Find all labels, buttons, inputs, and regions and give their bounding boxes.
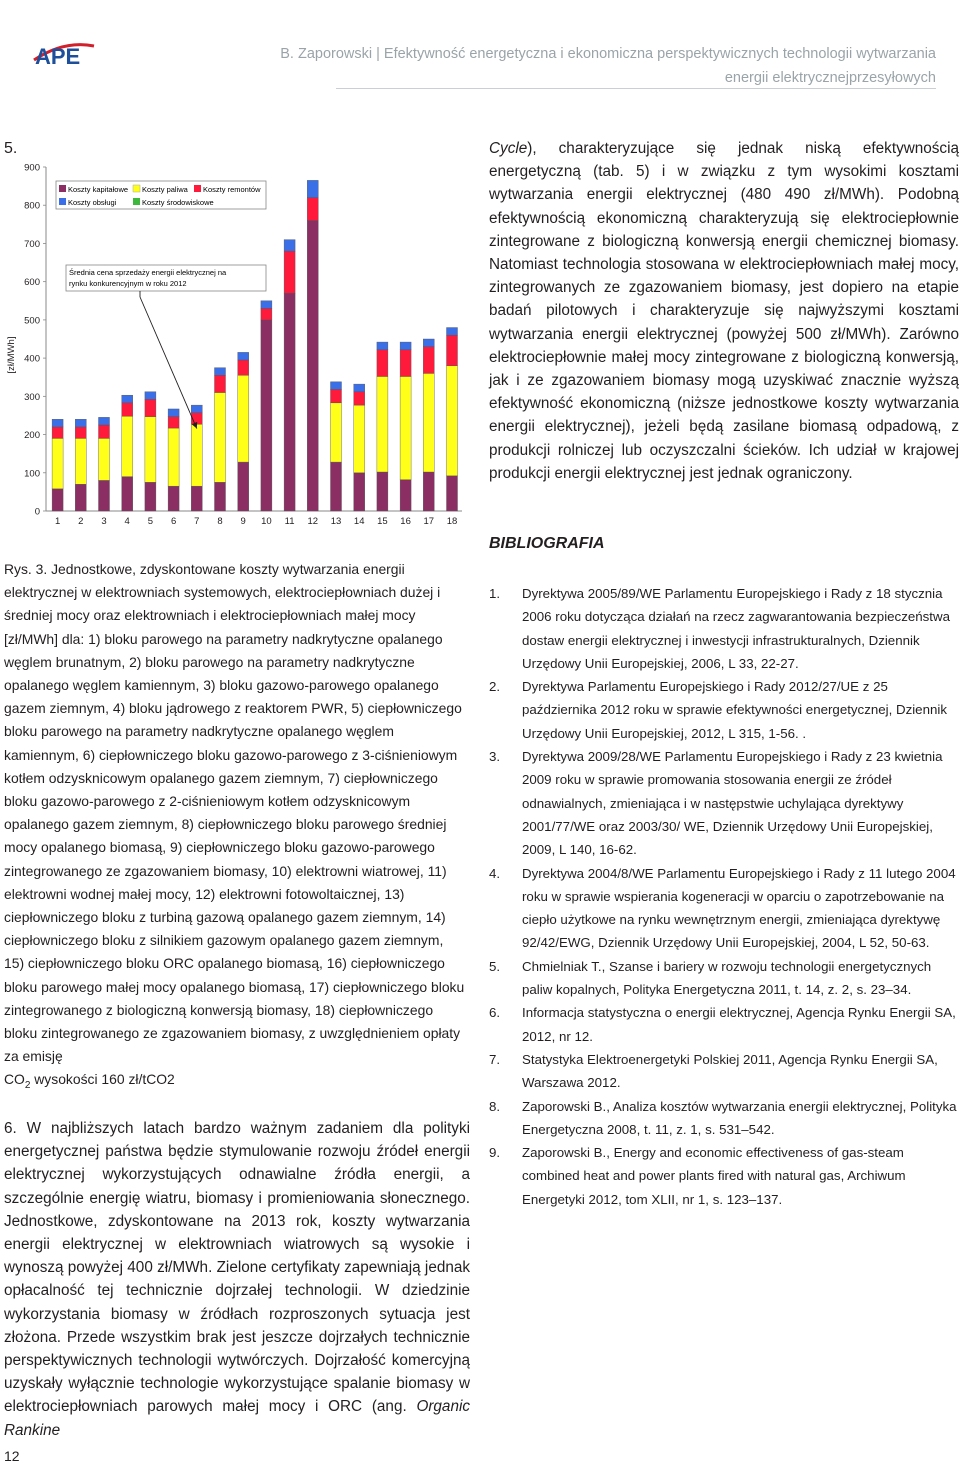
x-tick-label: 2 <box>78 516 84 527</box>
bar-segment <box>52 419 63 427</box>
x-tick-label: 11 <box>284 516 295 527</box>
y-tick-label: 900 <box>24 162 40 174</box>
legend-swatch-srodowiskowe <box>133 198 140 205</box>
bar-segment <box>52 438 63 488</box>
legend <box>56 181 266 209</box>
bar-segment <box>331 403 342 462</box>
bibliography-item <box>489 1141 959 1211</box>
bar-segment <box>122 477 133 511</box>
bar-segment <box>145 417 156 483</box>
legend-label-kapitalowe: Koszty kapitałowe <box>68 185 129 194</box>
item-marker: 5. <box>4 140 18 157</box>
price-annotation-line2: rynku konkurencyjnym w roku 2012 <box>69 279 187 288</box>
bibliography-item-text: Informacja statystyczna o energii elektrycznej, Agencja Rynku Energii SA, 2012, nr 12. <box>522 1005 956 1044</box>
bar-segment <box>215 375 226 392</box>
x-tick-label: 9 <box>240 516 246 527</box>
bar-segment <box>99 417 110 425</box>
page-header <box>0 0 960 88</box>
legend-swatch-paliwa <box>133 185 140 192</box>
bar-segment <box>238 360 249 375</box>
bibliography-item-number: 8. <box>489 1098 501 1114</box>
bar-segment <box>238 462 249 511</box>
x-tick-label: 17 <box>423 516 435 527</box>
right-body-text: ), charakteryzujące się jednak niską efektywnością energetyczną (tab. 5) i w związku z tym wysokimi kosztami wytwarzania energii elektrycznej (480 490 zł/MWh). Podobną efektywnością ekonomiczną charakteryzują się elektrociepłownie zintegrowane z biologiczną konwersją energii chemicznej biomasy. Natomiast technologia stosowana w elektrociepłowniach małej mocy, zintegrowanych ze zgazowaniem biomasy, jest dopiero na etapie badań pilotowych i charakteryzuje się najwyższymi kosztami wytwarzania energii elektrycznej (powyżej 500 zł/MWh). Zarówno elektrociepłownie małej mocy zintegrowane z biologiczną konwersją, jak i ze zgazowaniem biomasy mogą uzyskiwać znacznie wyższą efektywność ekonomiczną (niższe jednostkowe koszty wytwarzania energii elektrycznej), jeżeli będą zasilane biomasą odpadową, z produkcji rolniczej lub oczyszczalni ścieków. Ich udział w krajowej produkcji energii elektrycznej jest jednak ograniczony. <box>489 140 959 482</box>
bar-segment <box>354 473 365 511</box>
y-tick-label: 800 <box>24 200 40 212</box>
bar-segment <box>191 486 202 511</box>
running-title-line1: B. Zaporowski | Efektywność energetyczna i ekonomiczna perspektywicznych technologii wytwarzania <box>280 46 936 62</box>
left-body-text: 6. W najbliższych latach bardzo ważnym zadaniem dla polityki energetycznej państwa będzie stymulowanie rozwoju źródeł energii elektrycznej wykorzystujących odnawialne źródła energii, a szczególnie energię wiatru, biomasy i promieniowania słonecznego. Jednostkowe, zdyskontowane na 2013 rok, koszty wytwarzania energii elektrycznej w elektrowniach wiatrowych są wysokie i wynoszą powyżej 400 zł/MWh. Zielone certyfikaty zapewniają jednak opłacalność tej technicznie dojrzałej technologii. W dziedzinie wykorzystania biomasy w źródłach rozproszonych sytuacja jest złożona. Przede wszystkim brak jest jeszcze dojrzałych technicznie perspektywicznych technologii wytwórczych. Dojrzałość komercyjną uzyskały wyłącznie technologie wykorzystujące spalanie biomasy w elektrociepłowniach parowych małej mocy i ORC (ang. <box>4 1120 470 1416</box>
bar-segment <box>145 482 156 511</box>
bar-segment <box>261 308 272 319</box>
bibliography-item-text: Dyrektywa 2004/8/WE Parlamentu Europejskiego i Rady z 11 lutego 2004 roku w sprawie wspierania kogeneracji w oparciu o zapotrzebowanie na ciepło użytkowe na rynku wewnętrznym energii, zmieniająca dyrektywę 92/42/EWG, Dziennik Urzędowy Unii Europejskiej, 2004, L 52, 50-63. <box>522 865 956 951</box>
bar-segment <box>447 476 458 511</box>
bar-segment <box>284 240 295 251</box>
bibliography-item-text: Zaporowski B., Energy and economic effectiveness of gas-steam combined heat and power plants fired with natural gas, Archiwum Energetyki 2012, tom XLII, nr 1, s. 123–137. <box>522 1145 906 1207</box>
bar-segment <box>168 428 179 486</box>
bibliography-item-text: Dyrektywa 2009/28/WE Parlamentu Europejskiego i Rady z 23 kwietnia 2009 roku w sprawie promowania stosowania energii ze źródeł odnawialnych, zmieniająca i w następstwie uchylająca dyrektywy 2001/77/WE oraz 2003/30/ WE, Dziennik Urzędowy Unii Europejskiej, 2009, L 140, 16-62. <box>522 749 943 858</box>
right-body-italic: Cycle <box>489 140 528 157</box>
x-tick-label: 14 <box>353 516 365 527</box>
bibliography-heading: BIBLIOGRAFIA <box>489 535 605 552</box>
bar-segment <box>75 419 86 427</box>
bar-segment <box>191 405 202 413</box>
bibliography-item <box>489 1001 959 1048</box>
bar-segment <box>261 301 272 309</box>
bar-segment <box>307 221 318 511</box>
legend-label-srodowiskowe: Koszty środowiskowe <box>142 198 214 207</box>
logo-text: APE <box>35 44 81 68</box>
y-tick-label: 400 <box>24 353 40 365</box>
bar-segment <box>238 352 249 360</box>
x-tick-label: 10 <box>261 516 272 527</box>
legend-label-paliwa: Koszty paliwa <box>142 185 188 194</box>
x-tick-label: 16 <box>400 516 411 527</box>
bar-segment <box>447 366 458 476</box>
bar-segment <box>423 339 434 347</box>
bar-segment <box>191 424 202 486</box>
x-tick-label: 3 <box>101 516 107 527</box>
bar-segment <box>145 392 156 400</box>
bar-segment <box>52 427 63 438</box>
legend-swatch-obslugi <box>59 198 66 205</box>
bar-segment <box>99 425 110 438</box>
bar-segment <box>307 180 318 197</box>
bar-segment <box>215 368 226 376</box>
left-column-body <box>4 1117 470 1442</box>
bar-segment <box>400 376 411 479</box>
bibliography-item <box>489 1095 959 1142</box>
bibliography-item <box>489 582 959 675</box>
x-tick-label: 8 <box>217 516 223 527</box>
x-tick-label: 12 <box>307 516 319 527</box>
bibliography-item-text: Zaporowski B., Analiza kosztów wytwarzania energii elektrycznej, Polityka Energetyczna 2008, t. 11, z. 1, s. 531–542. <box>522 1098 957 1137</box>
bar-segment <box>52 489 63 511</box>
left-body-italic: Organic Rankine <box>4 1398 470 1439</box>
bar-segment <box>377 350 388 377</box>
cost-chart <box>0 155 470 535</box>
legend-label-obslugi: Koszty obsługi <box>68 198 117 207</box>
bibliography-item-text: Chmielniak T., Szanse i bariery w rozwoju technologii energetycznych paliw kopalnych, Polityka Energetyczna 2011, t. 14, z. 2, s. 23–34. <box>522 958 932 998</box>
bar-segment <box>261 320 272 511</box>
bar-segment <box>400 342 411 350</box>
bar-segment <box>75 427 86 438</box>
bibliography-item-number: 7. <box>489 1051 501 1067</box>
y-axis-label: [zł/MWh] <box>6 336 17 374</box>
y-tick-label: 600 <box>24 277 40 289</box>
bar-segment <box>331 382 342 390</box>
bibliography-item <box>489 1048 959 1095</box>
header-rule <box>336 88 936 89</box>
bar-segment <box>145 399 156 416</box>
x-tick-label: 6 <box>170 516 177 527</box>
x-tick-label: 5 <box>147 516 154 527</box>
bibliography-item-text: Statystyka Elektroenergetyki Polskiej 2011, Agencja Rynku Energii SA, Warszawa 2012. <box>522 1051 938 1091</box>
legend-swatch-kapitalowe <box>59 185 66 192</box>
bar-segment <box>122 403 133 416</box>
bar-segment <box>331 462 342 511</box>
y-tick-label: 100 <box>24 468 40 480</box>
bar-segment <box>215 393 226 483</box>
bar-segment <box>99 438 110 480</box>
bar-segment <box>447 335 458 366</box>
bibliography-item <box>489 675 959 745</box>
bibliography-item-number: 1. <box>489 586 501 601</box>
figure-caption-text: Rys. 3. Jednostkowe, zdyskontowane koszty wytwarzania energii elektrycznej w elektrowniach systemowych, elektrociepłowniach dużej i średniej mocy oraz elektrowniach i elektrociepłowniach małej mocy [zł/MWh] dla: 1) bloku parowego na parametry nadkrytyczne opalanego węglem brunatnym, 2) bloku parowego na parametry nadkrytyczne opalanego węglem kamiennym, 3) bloku gazowo-parowego opalanego gazem ziemnym, 4) bloku jądrowego z reaktorem PWR, 5) ciepłowniczego bloku parowego na parametry nadkrytyczne opalanego węglem kamiennym, 6) ciepłowniczego bloku gazowo-parowego z 3-ciśnieniowym kotłem odzysknicowym opalanego gazem ziemnym, 7) ciepłowniczego bloku gazowo-parowego z 2-ciśnieniowym kotłem odzysknicowym opalanego gazem ziemnym, 8) ciepłowniczego bloku parowego średniej mocy opalanego biomasą, 9) ciepłowniczego bloku gazowo-parowego zintegrowanego ze zgazowaniem biomasy, 10) elektrowni wiatrowej, 11) elektrowni wodnej małej mocy, 12) elektrowni fotowoltaicznej, 13) ciepłowniczego bloku z turbiną gazową opalanego gazem ziemnym, 14) ciepłowniczego bloku z silnikiem gazowym opalanego gazem ziemnym, 15) ciepłowniczego bloku ORC opalanego biomasą, 16) ciepłowniczego bloku parowego małej mocy opalanego biomasą, 17) ciepłowniczego bloku zintegrowanego z biologiczną konwersją biomasy, 18) ciepłowniczego bloku zintegrowanego ze zgazowaniem biomasy, z uwzględnieniem opłaty za emisję <box>4 561 465 1065</box>
bar-segment <box>423 373 434 472</box>
bar-segment <box>447 328 458 336</box>
bar-segment <box>354 384 365 392</box>
bar-segment <box>284 251 295 293</box>
x-tick-label: 1 <box>54 516 61 527</box>
bibliography-item-number: 4. <box>489 865 501 881</box>
bar-segment <box>400 480 411 511</box>
bar-segment <box>423 472 434 511</box>
x-tick-label: 4 <box>124 516 130 527</box>
bar-segment <box>168 409 179 417</box>
bar-segment <box>377 472 388 511</box>
bibliography-item-text: Dyrektywa Parlamentu Europejskiego i Rady 2012/27/UE z 25 października 2012 roku w sprawie efektywności energetycznej, Dziennik Urzędowy Unii Europejskiej, 2012, L 315, 1-56. . <box>522 679 947 741</box>
bar-segment <box>122 395 133 403</box>
right-column-body <box>489 137 959 485</box>
bibliography-item <box>489 955 959 1002</box>
page-number: 12 <box>4 1448 20 1464</box>
caption-co2-suffix: wysokości 160 zł/tCO2 <box>30 1071 175 1088</box>
bar-segment <box>215 482 226 511</box>
bar-segment <box>423 347 434 374</box>
bibliography-item-number: 3. <box>489 749 501 765</box>
bar-segment <box>75 438 86 484</box>
bar-segment <box>238 375 249 462</box>
bar-segment <box>400 350 411 377</box>
bar-segment <box>284 293 295 511</box>
price-annotation <box>66 265 266 429</box>
bar-segment <box>307 198 318 221</box>
x-tick-label: 18 <box>446 516 458 527</box>
y-tick-label: 300 <box>24 391 40 403</box>
bar-segment <box>168 417 179 428</box>
running-title-line2: energii elektrycznejprzesyłowych <box>724 70 936 86</box>
y-tick-label: 0 <box>34 506 40 518</box>
legend-swatch-remontow <box>194 185 201 192</box>
y-tick-label: 500 <box>24 315 40 327</box>
y-tick-label: 700 <box>24 238 40 250</box>
bibliography-item <box>489 862 959 955</box>
bar-segment <box>99 480 110 511</box>
bibliography-item <box>489 745 959 861</box>
caption-co2: CO <box>4 1071 25 1088</box>
ape-logo <box>32 36 96 68</box>
price-annotation-line1: Średnia cena sprzedaży energii elektrycznej na <box>69 268 227 277</box>
y-tick-label: 200 <box>24 430 40 442</box>
bar-segment <box>377 342 388 350</box>
x-tick-label: 13 <box>330 516 342 527</box>
bar-segment <box>122 416 133 476</box>
legend-label-remontow: Koszty remontów <box>203 185 261 194</box>
bar-segment <box>75 484 86 511</box>
bibliography-item-number: 5. <box>489 958 501 974</box>
bibliography-item-number: 2. <box>489 679 501 695</box>
bibliography-item-number: 9. <box>489 1145 501 1161</box>
bibliography-item-text: Dyrektywa 2005/89/WE Parlamentu Europejskiego i Rady z 18 stycznia 2006 roku dotycząca działań na rzecz zagwarantowania bezpieczeństwa dostaw energii elektrycznej i inwestycji infrastrukturalnych, Dziennik Urzędowy Unii Europejskiej, 2006, L 33, 22-27. <box>522 586 950 671</box>
bar-segment <box>354 405 365 473</box>
bar-segment <box>331 389 342 402</box>
figure-caption <box>4 558 466 1097</box>
x-tick-label: 7 <box>194 516 200 527</box>
caption-co2-sub: 2 <box>24 1080 31 1092</box>
bibliography-list <box>489 582 959 1211</box>
bar-segment <box>168 486 179 511</box>
x-tick-label: 15 <box>377 516 388 527</box>
bar-segment <box>354 392 365 405</box>
bar-segment <box>377 376 388 472</box>
bibliography-item-number: 6. <box>489 1005 501 1021</box>
